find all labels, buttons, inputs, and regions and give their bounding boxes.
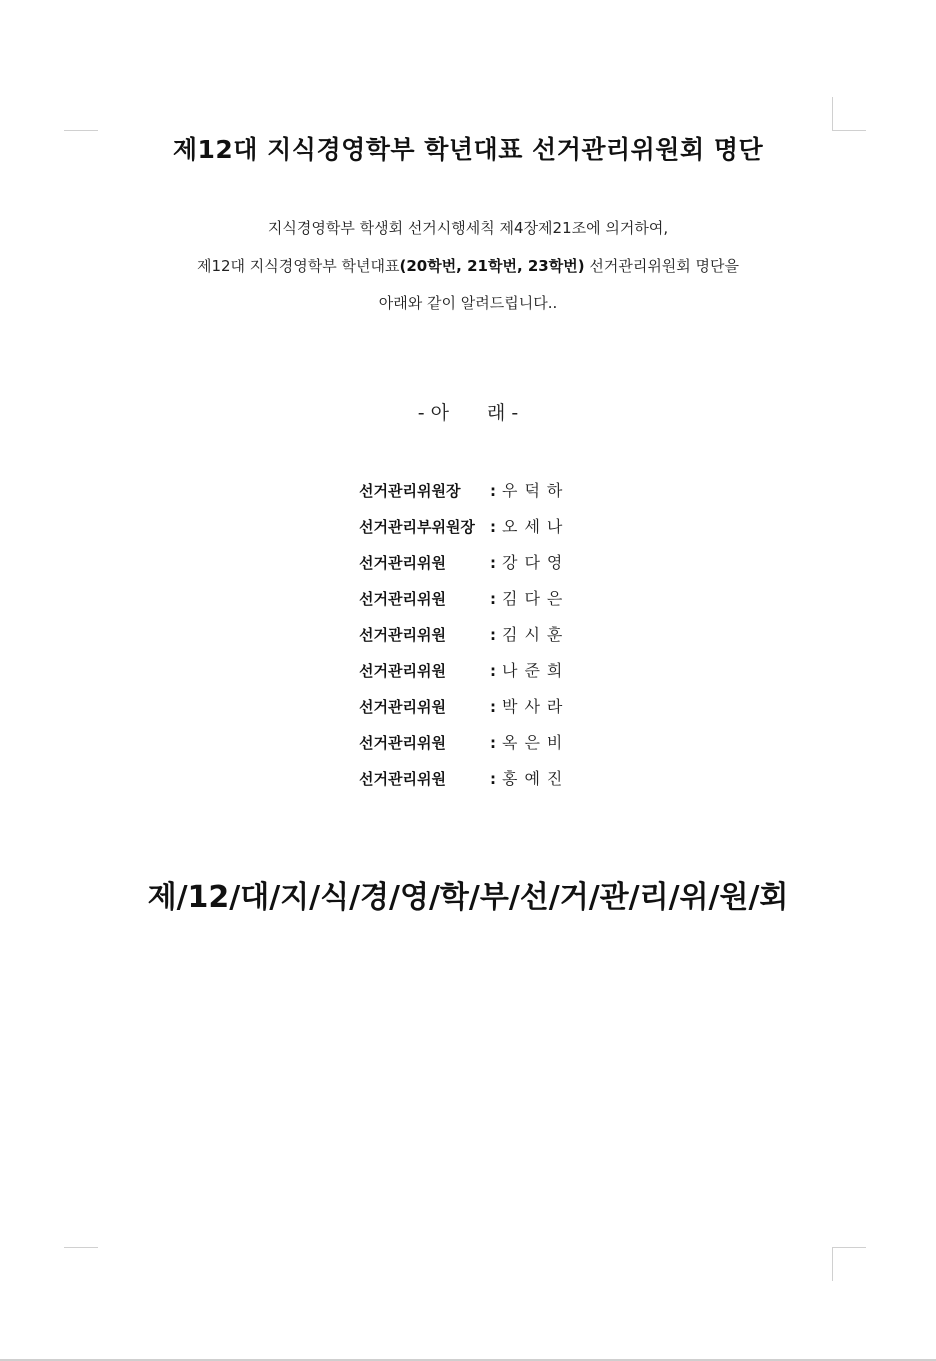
crop-mark-bottom-right-v bbox=[832, 1247, 833, 1281]
member-role: 선거관리위원 bbox=[359, 770, 446, 788]
member-role: 선거관리위원 bbox=[359, 698, 446, 716]
crop-mark-top-right-v bbox=[832, 97, 833, 131]
crop-mark-bottom-left bbox=[64, 1247, 98, 1248]
member-row bbox=[359, 653, 679, 689]
member-row bbox=[359, 581, 679, 617]
member-name: 옥은비 bbox=[502, 733, 570, 752]
crop-mark-bottom-right-h bbox=[832, 1247, 866, 1248]
member-row bbox=[359, 689, 679, 725]
member-name: 김다은 bbox=[502, 589, 570, 608]
member-role: 선거관리위원장 bbox=[359, 482, 461, 500]
member-colon: : bbox=[490, 770, 496, 788]
member-role: 선거관리위원 bbox=[359, 626, 446, 644]
intro-line-2 bbox=[0, 255, 936, 276]
member-row bbox=[359, 617, 679, 653]
intro-line-2-post: 선거관리위원회 명단을 bbox=[584, 257, 740, 275]
member-name: 홍예진 bbox=[502, 769, 570, 788]
member-colon: : bbox=[490, 590, 496, 608]
member-role: 선거관리위원 bbox=[359, 590, 446, 608]
section-heading bbox=[0, 398, 936, 425]
member-row bbox=[359, 725, 679, 761]
member-name: 강다영 bbox=[502, 553, 570, 572]
member-list bbox=[359, 473, 679, 797]
intro-line-1: 지식경영학부 학생회 선거시행세칙 제4장제21조에 의거하여, bbox=[267, 219, 669, 237]
intro-line-2-bold: (20학번, 21학번, 23학번) bbox=[399, 257, 585, 275]
member-colon: : bbox=[490, 662, 496, 680]
member-row bbox=[359, 473, 679, 509]
member-name: 나준희 bbox=[502, 661, 570, 680]
member-name: 박사라 bbox=[502, 697, 570, 716]
member-colon: : bbox=[490, 734, 496, 752]
footer-organization: 제/12/대/지/식/경/영/학/부/선/거/관/리/위/원/회 bbox=[147, 880, 789, 915]
document-title: 제12대 지식경영학부 학년대표 선거관리위원회 명단 bbox=[172, 135, 764, 164]
member-colon: : bbox=[490, 698, 496, 716]
member-colon: : bbox=[490, 626, 496, 644]
member-name: 오세나 bbox=[502, 517, 570, 536]
member-row bbox=[359, 545, 679, 581]
member-colon: : bbox=[490, 554, 496, 572]
member-role: 선거관리부위원장 bbox=[359, 518, 475, 536]
member-name: 김시훈 bbox=[502, 625, 570, 644]
member-role: 선거관리위원 bbox=[359, 734, 446, 752]
intro-line-2-pre: 제12대 지식경영학부 학년대표 bbox=[196, 257, 400, 275]
member-role: 선거관리위원 bbox=[359, 662, 446, 680]
member-colon: : bbox=[490, 482, 496, 500]
section-heading-left: - 아 bbox=[417, 402, 449, 424]
member-row bbox=[359, 509, 679, 545]
section-heading-right: 래 - bbox=[487, 402, 519, 424]
member-name: 우덕하 bbox=[502, 481, 570, 500]
member-role: 선거관리위원 bbox=[359, 554, 446, 572]
member-colon: : bbox=[490, 518, 496, 536]
intro-line-3: 아래와 같이 알려드립니다.. bbox=[378, 294, 558, 312]
member-row bbox=[359, 761, 679, 797]
